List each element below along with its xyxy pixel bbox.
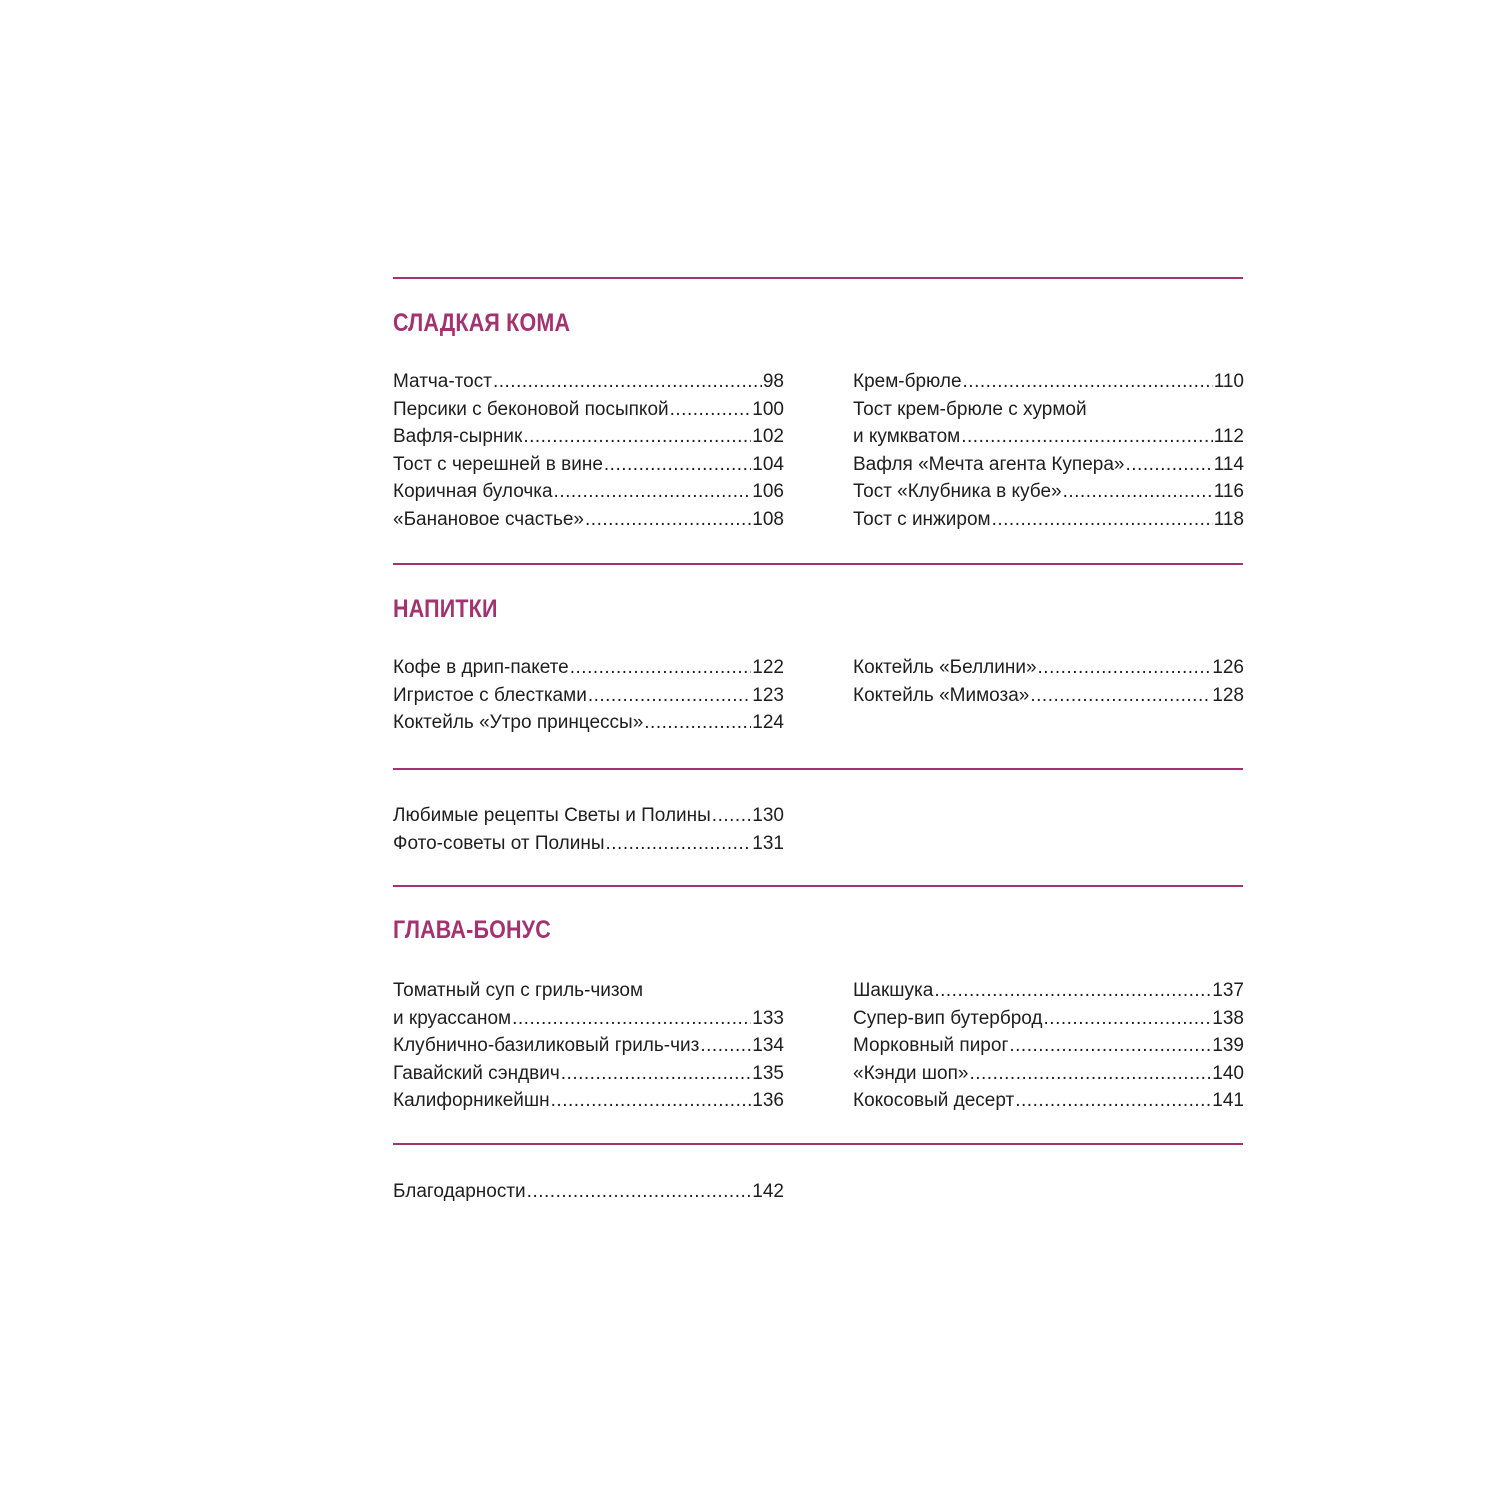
page-number: 102 [752, 426, 784, 447]
page-number: 141 [1212, 1090, 1244, 1111]
page-number: 116 [1213, 481, 1244, 502]
toc-column-left [393, 368, 784, 533]
toc-entry: Тост крем-брюле с хурмой и кумкватом ..... 112 [853, 396, 1244, 451]
page-number: 124 [752, 712, 784, 733]
page-number: 110 [1213, 371, 1244, 392]
toc-entry: Вафля-сырник ..... 102 [393, 423, 784, 451]
toc-column-left [393, 977, 784, 1115]
toc-entry: Калифорникейшн ..... 136 [393, 1087, 784, 1115]
page-number: 135 [752, 1062, 784, 1084]
page-number: 137 [1212, 980, 1244, 1001]
page-number: 136 [752, 1090, 784, 1111]
page-number: 118 [1213, 508, 1244, 530]
page-number: 133 [752, 1007, 784, 1029]
toc-entry: Шакшука ..... 137 [853, 977, 1244, 1005]
page-number: 104 [752, 453, 784, 475]
divider [393, 277, 1243, 279]
toc-column-left [393, 654, 784, 737]
page-number: 106 [752, 481, 784, 502]
page-number: 131 [752, 832, 784, 854]
toc-column-left [393, 1178, 784, 1206]
page-number: 142 [752, 1181, 784, 1202]
toc-entry: Крем-брюле ..... 110 [853, 368, 1244, 396]
section-heading-sweet: СЛАДКАЯ КОМА [393, 309, 571, 337]
toc-entry: Коричная булочка ..... 106 [393, 478, 784, 506]
toc-entry: Коктейль «Утро принцессы» ..... 124 [393, 709, 784, 737]
page-number: 130 [752, 805, 784, 826]
toc-entry: Матча-тост ..... 98 [393, 368, 784, 396]
toc-entry: Тост с черешней в вине ..... 104 [393, 451, 784, 479]
toc-entry: Тост «Клубника в кубе» ..... 116 [853, 478, 1244, 506]
toc-entry: Гавайский сэндвич ..... 135 [393, 1060, 784, 1088]
toc-column-right [853, 654, 1244, 709]
toc-entry: Любимые рецепты Светы и Полины ..... 130 [393, 802, 784, 830]
page-number: 100 [752, 398, 784, 420]
page-number: 114 [1213, 453, 1244, 475]
page-number: 134 [752, 1035, 784, 1056]
toc-entry: Кофе в дрип-пакете ..... 122 [393, 654, 784, 682]
divider [393, 885, 1243, 887]
divider [393, 768, 1243, 770]
toc-entry: Персики с беконовой посыпкой ..... 100 [393, 396, 784, 424]
page-number: 123 [752, 684, 784, 706]
toc-entry: Коктейль «Мимоза» ..... 128 [853, 682, 1244, 710]
page-number: 126 [1212, 657, 1244, 678]
page-number: 128 [1212, 684, 1244, 706]
toc-entry: Коктейль «Беллини» ..... 126 [853, 654, 1244, 682]
toc-entry: Благодарности ..... 142 [393, 1178, 784, 1206]
page-number: 122 [752, 657, 784, 678]
toc-entry: Кокосовый десерт ..... 141 [853, 1087, 1244, 1115]
toc-entry: Клубнично-базиликовый гриль-чиз ..... 134 [393, 1032, 784, 1060]
section-heading-drinks: НАПИТКИ [393, 595, 498, 623]
toc-column-left [393, 802, 784, 857]
page-number: 98 [762, 371, 784, 392]
page-number: 140 [1212, 1062, 1244, 1084]
toc-column-right [853, 977, 1244, 1115]
page-number: 138 [1212, 1007, 1244, 1029]
page-number: 108 [752, 508, 784, 530]
toc-entry: Томатный суп с гриль-чизом и круассаном ..... 133 [393, 977, 784, 1032]
divider [393, 1143, 1243, 1145]
divider [393, 563, 1243, 565]
toc-entry: Вафля «Мечта агента Купера» ..... 114 [853, 451, 1244, 479]
toc-entry: Морковный пирог ..... 139 [853, 1032, 1244, 1060]
toc-entry: Фото-советы от Полины ..... 131 [393, 830, 784, 858]
page-number: 139 [1212, 1035, 1244, 1056]
toc-entry: Игристое с блестками ..... 123 [393, 682, 784, 710]
toc-entry: «Банановое счастье» ..... 108 [393, 506, 784, 534]
section-heading-bonus: ГЛАВА-БОНУС [393, 916, 551, 944]
toc-entry: «Кэнди шоп» ..... 140 [853, 1060, 1244, 1088]
page-number: 112 [1213, 426, 1244, 447]
toc-entry: Супер-вип бутерброд ..... 138 [853, 1005, 1244, 1033]
toc-column-right [853, 368, 1244, 533]
toc-entry: Тост с инжиром ..... 118 [853, 506, 1244, 534]
